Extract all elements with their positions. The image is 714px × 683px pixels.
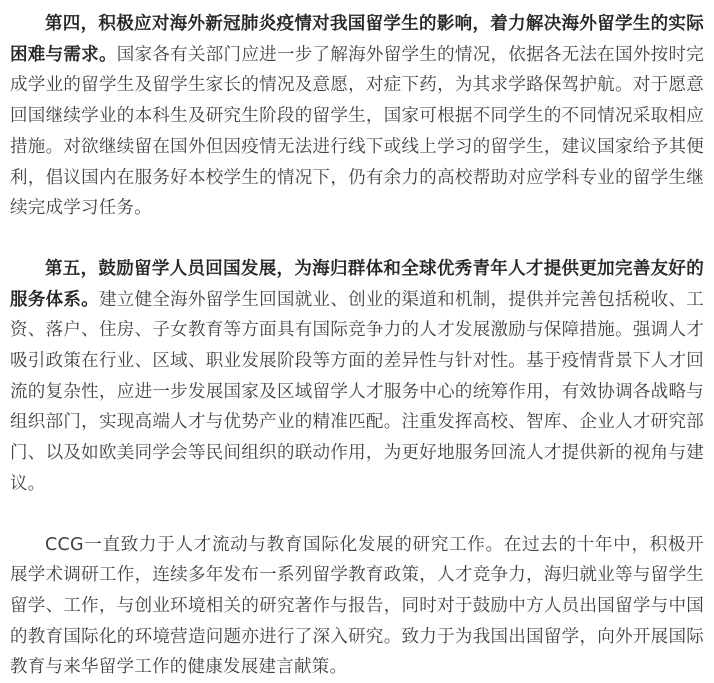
paragraph-text: CCG一直致力于人才流动与教育国际化发展的研究工作。在过去的十年中，积极开展学术调研工作，连续多年发布一系列留学教育政策，人才竞争力，海归就业等与留学生留学、工作，与创业环境相关的研究著作与报告，同时对于鼓励中方人员出国留学与中国的教育国际化的环境营造问题亦进行了深入研究。致力于为我国出国留学，向外开展国际教育与来华留学工作的健康发展建言献策。: [10, 534, 704, 678]
paragraph-fifth-point: [10, 254, 704, 500]
paragraph-ccg-summary: [10, 530, 704, 683]
paragraph-fourth-point: [10, 9, 704, 224]
paragraph-text: 建立健全海外留学生回国就业、创业的渠道和机制，提供并完善包括税收、工资、落户、住房、子女教育等方面具有国际竞争力的人才发展激励与保障措施。强调人才吸引政策在行业、区域、职业发展阶段等方面的差异性与针对性。基于疫情背景下人才回流的复杂性，应进一步发展国家及区域留学人才服务中心的统筹作用，有效协调各战略与组织部门，实现高端人才与优势产业的精准匹配。注重发挥高校、智库、企业人才研究部门、以及如欧美同学会等民间组织的联动作用，为更好地服务回流人才提供新的视角与建议。: [10, 289, 705, 494]
paragraph-text: 国家各有关部门应进一步了解海外留学生的情况，依据各无法在国外按时完成学业的留学生及留学生家长的情况及意愿，对症下药，为其求学路保驾护航。对于愿意回国继续学业的本科生及研究生阶段的留学生，国家可根据不同学生的不同情况采取相应措施。对欲继续留在国外但因疫情无法进行线下或线上学习的留学生，建议国家给予其便利，倡议国内在服务好本校学生的情况下，仍有余力的高校帮助对应学科专业的留学生继续完成学习任务。: [10, 44, 705, 219]
paragraph-lead-bold: 第五，鼓励留学人员回国发展，为海归群体和全球优秀青年人才提供更加完善友好的服务体系。: [10, 258, 704, 310]
paragraph-lead-bold: 第四，积极应对海外新冠肺炎疫情对我国留学生的影响，着力解决海外留学生的实际困难与需求。: [10, 14, 704, 65]
